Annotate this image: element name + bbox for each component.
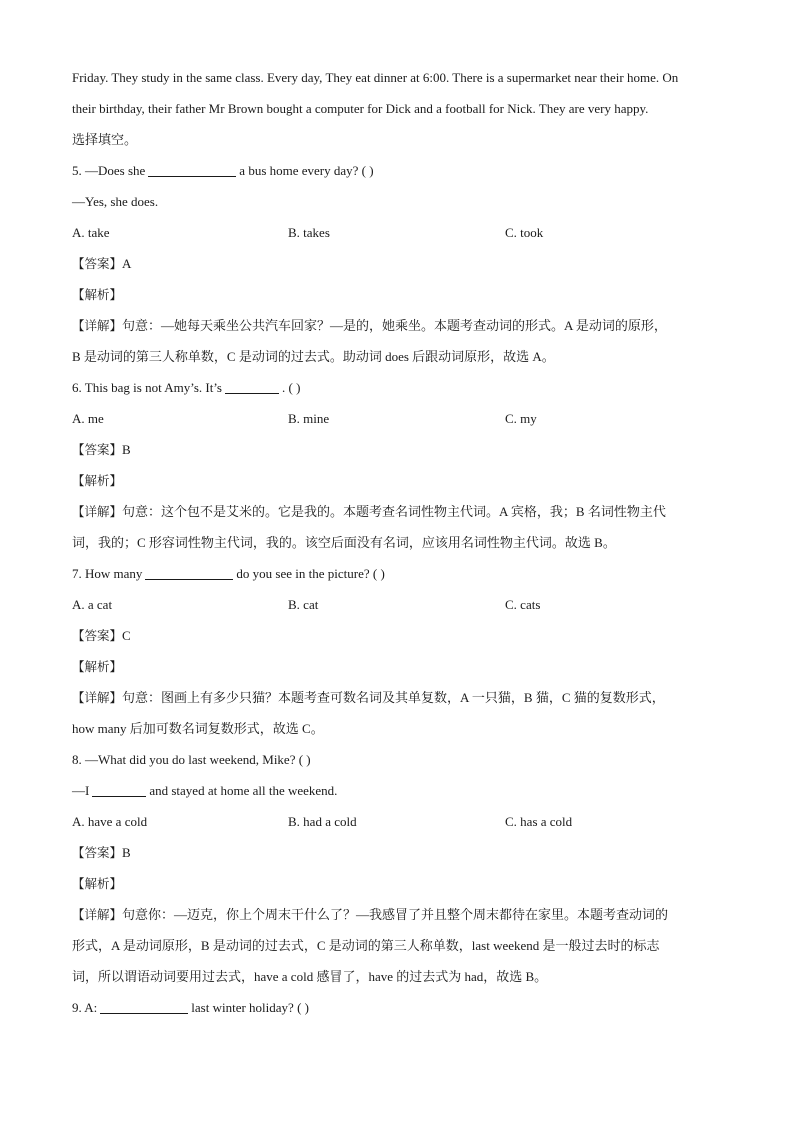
question-7-detail-line-1: [72, 682, 724, 713]
question-7-answer-value: C: [122, 628, 131, 643]
analysis-label: 【解析】: [72, 287, 123, 302]
question-8-option-a: A. have a cold: [72, 814, 148, 829]
question-8-analysis: [72, 868, 724, 899]
question-5-detail-text-1: 句意：—她每天乘坐公共汽车回家？—是的，她乘坐。本题考查动词的形式。A 是动词的原形，: [122, 318, 667, 333]
question-5-analysis: [72, 279, 724, 310]
question-5-detail-line-1: [72, 310, 724, 341]
question-5-options: [72, 217, 724, 248]
question-7: [72, 558, 724, 589]
question-7-option-c: C. cats: [505, 597, 541, 612]
answer-label: 【答案】: [72, 845, 123, 860]
question-5-blank: [148, 163, 236, 177]
question-5-answer: [72, 248, 724, 279]
question-8-reply-end: and stayed at home all the weekend.: [149, 783, 338, 798]
question-6-answer: [72, 434, 724, 465]
question-5-reply: —Yes, she does.: [72, 194, 159, 209]
question-8: 8. —What did you do last weekend, Mike? ( ): [72, 752, 311, 767]
question-7-blank: [145, 566, 233, 580]
question-8-reply-start: —I: [72, 783, 90, 798]
question-6-analysis: [72, 465, 724, 496]
question-8-option-b: B. had a cold: [288, 814, 357, 829]
question-5-option-b: B. takes: [288, 225, 330, 240]
passage-line-1: Friday. They study in the same class. Every day, They eat dinner at 6:00. There is a supermarket near their home. On: [72, 70, 679, 85]
question-7-detail-text-1: 句意：图画上有多少只猫？本题考查可数名词及其单复数，A 一只猫，B 猫，C 猫的复数形式，: [122, 690, 665, 705]
detail-label: 【详解】: [72, 907, 123, 922]
analysis-label: 【解析】: [72, 473, 123, 488]
question-6-option-b: B. mine: [288, 411, 330, 426]
question-9-blank: [100, 1000, 188, 1014]
question-6-detail-line-2: 词，我的；C 形容词性物主代词，我的。该空后面没有名词，应该用名词性物主代词。故选 B。: [72, 535, 616, 550]
question-7-stem-end: do you see in the picture? ( ): [236, 566, 385, 581]
question-6: [72, 372, 724, 403]
question-5-answer-value: A: [122, 256, 132, 271]
question-7-analysis: [72, 651, 724, 682]
question-5-option-a: A. take: [72, 225, 110, 240]
question-5-stem-end: a bus home every day? ( ): [239, 163, 374, 178]
question-8-detail-text-1: 句意你：—迈克，你上个周末干什么了？—我感冒了并且整个周末都待在家里。本题考查动词的: [122, 907, 669, 922]
question-8-detail-line-2: 形式，A 是动词原形，B 是动词的过去式，C 是动词的第三人称单数，last weekend 是一般过去时的标志: [72, 938, 660, 953]
question-8-reply: [72, 775, 724, 806]
question-6-stem-start: 6. This bag is not Amy’s. It’s: [72, 380, 222, 395]
analysis-label: 【解析】: [72, 659, 123, 674]
question-5-stem-start: 5. —Does she: [72, 163, 146, 178]
answer-label: 【答案】: [72, 628, 123, 643]
question-7-options: [72, 589, 724, 620]
question-7-option-a: A. a cat: [72, 597, 113, 612]
question-6-blank: [225, 380, 279, 394]
question-7-answer: [72, 620, 724, 651]
question-7-stem-start: 7. How many: [72, 566, 143, 581]
section-instruction: 选择填空。: [72, 132, 138, 147]
question-6-option-c: C. my: [505, 411, 537, 426]
detail-label: 【详解】: [72, 690, 123, 705]
question-7-option-b: B. cat: [288, 597, 319, 612]
question-8-option-c: C. has a cold: [505, 814, 573, 829]
question-8-answer: [72, 837, 724, 868]
question-8-blank: [92, 783, 146, 797]
question-6-stem-end: . ( ): [282, 380, 301, 395]
question-9-stem-end: last winter holiday? ( ): [191, 1000, 309, 1015]
question-5-detail-line-2: B 是动词的第三人称单数，C 是动词的过去式。助动词 does 后跟动词原形，故选 A。: [72, 349, 555, 364]
question-9-stem-start: 9. A:: [72, 1000, 98, 1015]
question-9: [72, 992, 724, 1023]
question-5-option-c: C. took: [505, 225, 544, 240]
document-body: [72, 62, 724, 1023]
question-7-detail-line-2: how many 后加可数名词复数形式，故选 C。: [72, 721, 324, 736]
question-6-option-a: A. me: [72, 411, 104, 426]
detail-label: 【详解】: [72, 318, 123, 333]
question-6-options: [72, 403, 724, 434]
detail-label: 【详解】: [72, 504, 123, 519]
question-8-answer-value: B: [122, 845, 131, 860]
answer-label: 【答案】: [72, 442, 123, 457]
analysis-label: 【解析】: [72, 876, 123, 891]
answer-label: 【答案】: [72, 256, 123, 271]
question-6-answer-value: B: [122, 442, 131, 457]
question-6-detail-line-1: [72, 496, 724, 527]
question-5: [72, 155, 724, 186]
question-8-detail-line-3: 词，所以谓语动词要用过去式，have a cold 感冒了，have 的过去式为 had，故选 B。: [72, 969, 548, 984]
question-8-options: [72, 806, 724, 837]
passage-line-2: their birthday, their father Mr Brown bought a computer for Dick and a football for Nick. They are very happy.: [72, 101, 649, 116]
question-8-detail-line-1: [72, 899, 724, 930]
question-6-detail-text-1: 句意：这个包不是艾米的。它是我的。本题考查名词性物主代词。A 宾格，我；B 名词性物主代: [122, 504, 666, 519]
